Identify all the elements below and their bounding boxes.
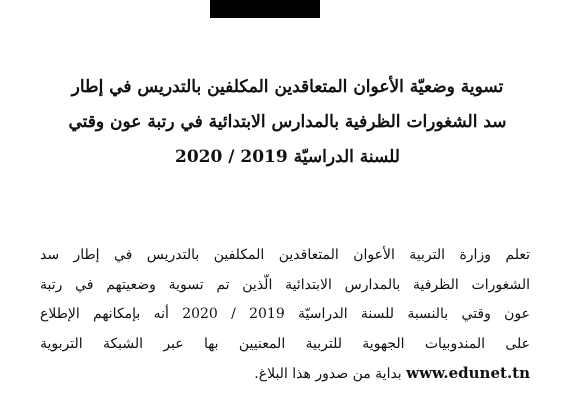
edunet-link[interactable]: www.edunet.tn xyxy=(406,364,530,382)
body-line-tail: بداية من صدور هذا البلاغ. xyxy=(254,366,402,382)
header-logo-bar xyxy=(210,0,320,18)
body-line: على المندوبيات الجهوية للتربية المعنيين بها عبر الشبكة التربوية xyxy=(40,335,530,352)
title-line: سد الشغورات الظرفية بالمدارس الابتدائية في رتبة عون وقتي xyxy=(68,112,507,132)
title-line: للسنة الدراسيّة 2019 / 2020 xyxy=(174,147,400,167)
body-line: عون وقتي بالنسبة للسنة الدراسيّة 2019 / 2020 أنه بإمكانهم الإطلاع xyxy=(40,306,530,322)
body-line: الشغورات الظرفية بالمدارس الابتدائية الّذين تم تسوية وضعيتهم في رتبة xyxy=(40,276,530,293)
title-line: تسوية وضعيّة الأعوان المتعاقدين المكلفين بالتدريس في إطار xyxy=(71,77,504,97)
announcement-title xyxy=(55,70,520,175)
body-line: تعلم وزارة التربية الأعوان المتعاقدين المكلفين بالتدريس في إطار سد xyxy=(40,247,530,263)
body-line-last xyxy=(40,359,530,390)
announcement-body xyxy=(40,241,530,390)
